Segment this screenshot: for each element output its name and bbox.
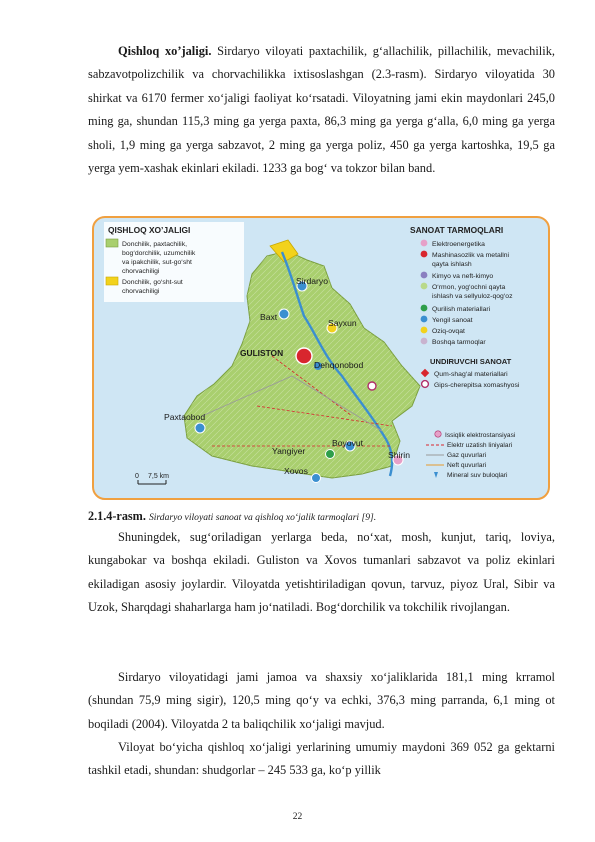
lines-label: Mineral suv buloqlari	[447, 472, 508, 479]
legend-green-swatch	[106, 239, 118, 247]
legend-green-line-2: bog‘dorchilik, uzumchilik	[122, 250, 196, 257]
city-label-shirin: Shirin	[388, 450, 410, 460]
industry-label-cont: ishlash va sellyuloz-qog‘oz	[432, 293, 513, 300]
industry-dot	[421, 338, 428, 345]
city-marker-capital	[296, 348, 312, 364]
industry-dot	[421, 305, 428, 312]
city-marker	[326, 450, 335, 459]
legend-green-line-3: va ipakchilik, sut-go‘sht	[122, 259, 192, 266]
industry-dot	[421, 240, 428, 247]
city-label-baxt: Baxt	[260, 312, 278, 322]
city-label-sirdaryo: Sirdaryo	[296, 276, 328, 286]
paragraph-agriculture	[88, 40, 555, 180]
industry-label: Qurilish materiallari	[432, 306, 491, 313]
industry-label: Elektroenergetika	[432, 241, 485, 248]
paragraph-lead: Qishloq xo’jaligi.	[118, 44, 212, 58]
city-label-paxtaobod: Paxtaobod	[164, 412, 206, 422]
mining-symbol-gypsum	[422, 381, 429, 388]
industry-dot	[421, 327, 428, 334]
industry-label-cont: qayta ishlash	[432, 261, 472, 268]
city-label-sayxun: Sayxun	[328, 318, 357, 328]
figure-caption	[88, 509, 555, 524]
paragraph-body: Sirdaryo viloyati paxtachilik, g‘allachilik, pillachilik, mevachilik, sabzavotpolizchilik va chorvachilikka ixtisoslashgan (2.3-rasm). Sirdaryo viloyatida 30 shirkat va 6170 fermer xo‘jaligi faoliyat ko‘rsatadi. Viloyatning jami ekin maydonlari 245,0 ming ga, shundan 115,3 ming ga yerga paxta, 86,3 ming ga yerga g‘alla, 6,0 ming ga yerga sholi, 1,9 ming ga yerga sabzavot, 2 ming ga yerga poliz, 450 ga yerga kartoshka, 19,5 ga yerga yem-xashak ekinlari ekiladi. 1233 ga bog‘ va tokzor bilan band.	[88, 44, 555, 176]
industry-label: O‘rmon, yog‘ochni qayta	[432, 284, 506, 291]
industry-dot	[421, 251, 428, 258]
tps-symbol	[435, 431, 441, 437]
legend-mining-title: UNDIRUVCHI SANOAT	[430, 357, 512, 366]
industry-label: Oziq-ovqat	[432, 328, 465, 335]
legend-green-line-4: chorvachiligi	[122, 268, 160, 275]
gypsum-site	[368, 382, 376, 390]
industry-dot	[421, 316, 428, 323]
legend-agri-title: QISHLOQ XO’JALIGI	[108, 225, 191, 235]
paragraph-livestock: Sirdaryo viloyatidagi jami jamoa va shaxsiy xo‘jaliklarida 181,1 ming krramol (shundan 75,9 ming sigir), 120,5 ming qo‘y va echki, 376,3 ming parranda, 6,1 ming ot boqiladi (2004). Viloyatda 2 ta baliqchilik xo‘jaligi mavjud.	[88, 670, 555, 731]
lines-label: Issiqlik elektrostansiyasi	[445, 432, 516, 439]
page-number: 22	[292, 812, 303, 822]
caption-text: Sirdaryo viloyati sanoat va qishloq xo‘jalik tarmoqlari [9].	[148, 512, 377, 523]
lines-label: Gaz quvurlari	[447, 452, 487, 459]
industry-label: Kimyo va neft-kimyo	[432, 273, 494, 280]
legend-industry-title: SANOAT TARMOQLARI	[410, 225, 504, 235]
legend-yellow-line-1: Donchilik, go‘sht-sut	[122, 279, 183, 286]
paragraph-crops: Shuningdek, sug‘oriladigan yerlarga beda, no‘xat, mosh, kunjut, tariq, loviya, kungabokar va boshqa ekiladi. Guliston va Xovos tumanlari sabzavot va poliz ekinlari ekiladigan asosiy joylardir. Viloyatda yetishtiriladigan qovun, tarvuz, piyoz Ural, Sibir va Uzok, Sharqdagi shaharlarga ham jo‘natiladi. Bog‘dorchilik va tokchilik rivojlangan.	[88, 530, 555, 615]
scale-zero: 0	[135, 473, 139, 480]
industry-dot	[421, 283, 428, 290]
mining-label: Qum-shag‘al materiallari	[434, 371, 508, 378]
industry-dot	[421, 272, 428, 279]
industry-label: Mashinasozlik va metallni	[432, 252, 510, 259]
scale-label: 7,5 km	[148, 473, 170, 480]
legend-yellow-line-2: chorvachiligi	[122, 288, 160, 295]
industry-label: Yengil sanoat	[432, 317, 473, 324]
caption-number: 2.1.4-rasm.	[88, 509, 146, 523]
industry-label: Boshqa tarmoqlar	[432, 339, 486, 346]
lines-label: Elektr uzatish liniyalari	[447, 442, 513, 449]
lines-label: Neft quvurlari	[447, 462, 487, 469]
city-marker	[195, 423, 205, 433]
city-label-boyovut: Boyovut	[332, 438, 364, 448]
city-label-guliston: GULISTON	[240, 348, 284, 358]
mining-label: Gips-cherepitsa xomashyosi	[434, 382, 520, 389]
legend-yellow-swatch	[106, 277, 118, 285]
city-marker	[312, 474, 321, 483]
city-label-xovos: Xovos	[284, 466, 308, 476]
city-marker	[279, 309, 289, 319]
city-label-dehqonobod: Dehqonobod	[314, 360, 364, 370]
city-label-yangiyer: Yangiyer	[272, 446, 306, 456]
sirdaryo-map-figure	[92, 216, 550, 500]
legend-green-line-1: Donchilik, paxtachilik,	[122, 241, 187, 248]
paragraph-land-area: Viloyat bo‘yicha qishloq xo‘jaligi yerlarining umumiy maydoni 369 052 ga gektarni tashkil etadi, shundan: shudgorlar – 245 533 ga, ko‘p yillik	[88, 740, 555, 778]
